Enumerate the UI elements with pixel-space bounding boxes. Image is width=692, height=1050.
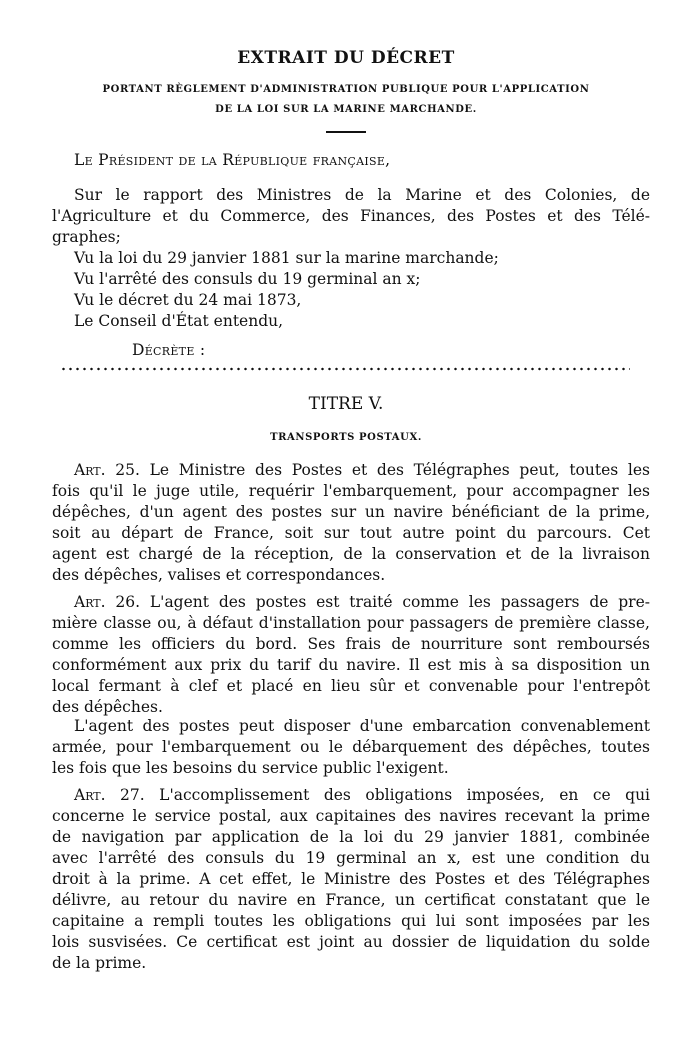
article-line: Art. 25. Le Ministre des Postes et des Télégraphes peut, toutes les [74, 461, 651, 479]
preamble-president: Le Président de la République française, [74, 151, 391, 169]
article-line: armée, pour l'embarquement ou le débarquement des dépêches, toutes [52, 738, 650, 756]
article-line: fois qu'il le juge utile, requérir l'embarquement, pour accompagner les [52, 482, 650, 500]
article-line: agent est chargé de la réception, de la conservation et de la livraison [52, 545, 650, 563]
article-line: avec l'arrêté des consuls du 19 germinal an x, est une condition du [52, 849, 650, 867]
article-line: comme les officiers du bord. Ses frais de nourriture sont remboursés [52, 635, 650, 653]
document-subtitle-line-1: PORTANT RÈGLEMENT D'ADMINISTRATION PUBLIQUE POUR L'APPLICATION [102, 84, 590, 95]
preamble-line: Vu le décret du 24 mai 1873, [74, 291, 302, 309]
article-line: concerne le service postal, aux capitaines des navires recevant la prime [52, 807, 650, 825]
article-line: délivre, au retour du navire en France, un certificat constatant que le [52, 891, 650, 909]
article-line: conformément aux prix du tarif du navire. Il est mis à sa disposition un [52, 656, 650, 674]
section-title: TITRE V. [308, 394, 384, 414]
article-number: Art. 25. [74, 461, 140, 479]
article-line: L'agent des postes peut disposer d'une embarcation convenablement [74, 717, 650, 735]
article-line: de la prime. [52, 954, 147, 972]
preamble-line: l'Agriculture et du Commerce, des Finances, des Postes et des Télé- [52, 207, 650, 225]
article-line: droit à la prime. A cet effet, le Ministre des Postes et des Télégraphes [52, 870, 650, 888]
document-title: EXTRAIT DU DÉCRET [237, 48, 455, 68]
preamble-line: Vu l'arrêté des consuls du 19 germinal an x; [74, 270, 421, 288]
article-number: Art. 27. [74, 786, 145, 804]
article-line: dépêches, d'un agent des postes sur un navire bénéficiant de la prime, [52, 503, 650, 521]
article-number: Art. 26. [74, 593, 141, 611]
article-line: les fois que les besoins du service public l'exigent. [52, 759, 449, 777]
decrete-label: Décrète : [132, 341, 206, 359]
preamble-line: Vu la loi du 29 janvier 1881 sur la marine marchande; [74, 249, 499, 267]
article-line: lois susvisées. Ce certificat est joint au dossier de liquidation du solde [52, 933, 650, 951]
article-line: de navigation par application de la loi du 29 janvier 1881, combinée [52, 828, 650, 846]
article-line: capitaine a rempli toutes les obligations qui lui sont imposées par les [52, 912, 650, 930]
title-rule [326, 131, 366, 133]
document-subtitle-line-2: DE LA LOI SUR LA MARINE MARCHANDE. [215, 104, 477, 115]
article-line: Art. 27. L'accomplissement des obligations imposées, en ce qui [74, 786, 651, 804]
preamble-line: Sur le rapport des Ministres de la Marine et des Colonies, de [74, 186, 650, 204]
preamble-line: graphes; [52, 228, 121, 246]
article-line: soit au départ de France, soit sur tout autre point du parcours. Cet [52, 524, 650, 542]
article-line: Art. 26. L'agent des postes est traité comme les passagers de pre- [74, 593, 650, 611]
dotted-separator [60, 367, 630, 371]
article-line: mière classe ou, à défaut d'installation pour passagers de première classe, [52, 614, 650, 632]
preamble-line: Le Conseil d'État entendu, [74, 312, 284, 330]
section-subtitle: TRANSPORTS POSTAUX. [270, 432, 422, 443]
article-line: des dépêches, valises et correspondances. [52, 566, 386, 584]
article-line: local fermant à clef et placé en lieu sûr et convenable pour l'entrepôt [52, 677, 650, 695]
article-line: des dépêches. [52, 698, 163, 716]
